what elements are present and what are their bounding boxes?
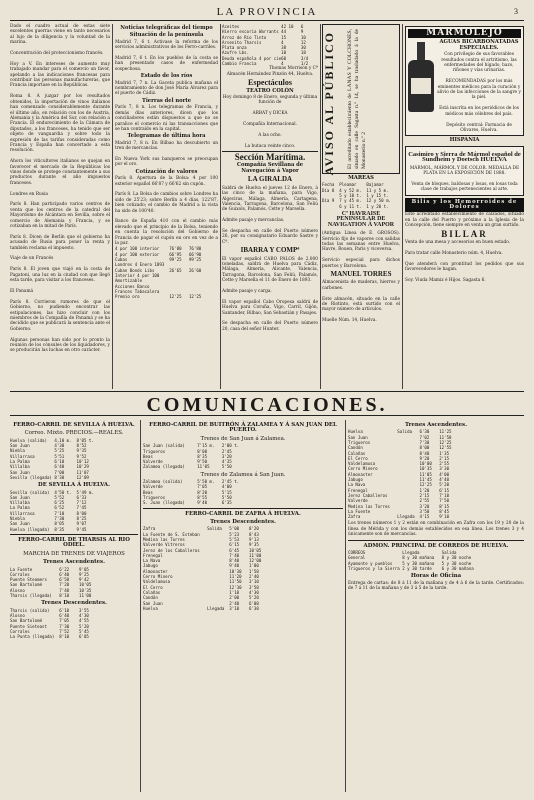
timetable-row: El Cerro 9'20 2'15 xyxy=(348,455,459,461)
buitron-table xyxy=(143,443,343,469)
public-notice-title: AVISO AL PÚBLICO xyxy=(322,31,336,176)
rate-row: Premio oro 12'25 12'25 xyxy=(115,294,209,300)
tharsis-asc: Trenes Ascendentes. xyxy=(43,559,105,566)
office-hours-text: Entrega de cartas: de 8 á 11 de la mañana y de 4 á 6 de la tarde. Certificados: de 7 á 11 de la mañana y de 3 á 5 de la tarde. xyxy=(348,580,526,592)
timetable-row: Jerez Caballeros 2'15 7'10 xyxy=(348,492,459,498)
telegraph-text: Madrid 7, 8 n. En Bilbao ha descubierto un tren de mercancías. En Nueva York sus banqueros se preocupan por el oro. xyxy=(115,140,218,168)
communications-heading: COMUNICACIONES. xyxy=(10,394,524,416)
price-row: Plata onza 38 30 xyxy=(222,45,316,51)
timetable-row: El Cerro 12'30 3'50 xyxy=(143,584,269,590)
marmolejo-text: Con privilegio de sus favorables resultados contra el artritismo, las enfermedades del hígado, bazo, riñones y vías urinarias. RECOMENDADAS por los más eminentes médicos para la curación y alivio de las infecciones de la sangre y la piel. Está inscrita en los periódicos de los médicos más célebres del país. Depósito central: Farmacia de Olivares, Huelva. xyxy=(437,52,521,133)
marmolejo-subtitle: AGUAS BICARBONATADAS ESPECIALES. xyxy=(439,39,519,51)
timetable-row: Sevilla (llegada) 8'30 12'09 xyxy=(10,474,99,480)
telegraph-heading: Noticias telegráficas del tiempo xyxy=(120,25,213,31)
masthead-rule xyxy=(10,20,524,21)
timetable-row: S. Juan (llegada) 9'40 6'35 xyxy=(143,500,247,506)
timetable-row: Valverde Vitreros 6'15 9'35 xyxy=(143,542,269,548)
marble-text: MÁRMOL, MÁRMOL Y DE COLOR. MEDALLA DE PLATA EN LA EXPOSICIÓN DE 1888. Venta de bloques, baldosas y losas, en losas toda clase de trabajos pertenecientes al arte. xyxy=(409,165,520,193)
tide-row: Fecha Pleamar Bajamar xyxy=(322,182,394,188)
timetable-row: Valdelamusa 11'50 3'10 xyxy=(143,579,269,585)
timetable-row: Alosno 6'40 4'30 xyxy=(10,613,99,619)
masthead xyxy=(10,6,524,20)
tharsis-sub: MARCHA DE TRENES DE VIAJEROS xyxy=(23,550,125,557)
timetable-row: Valdelamusa 10'00 2'55 xyxy=(348,461,459,467)
ship-text: Saldrá de Huelva el jueves 12 de Enero, á las cinco de la mañana, para Vigo, Algeciras, Málaga, Almería, Cartagena, Valencia, Tarragona, Barcelona, San Feliú de Guixols, Palamós, Cette y Marsella. Admite pasaje y mercancías. Se despacha en calle del Puerto número 26, por su consignatario Eduardo Sastre y Cª. xyxy=(222,185,318,245)
timetable-row: La Nava 12'25 5'20 xyxy=(348,482,459,488)
timetable-row: Huelva (llegada) 8'35 9'45 xyxy=(10,526,99,532)
zafra-table xyxy=(143,526,343,611)
price-row: Arroz de Río Tinto 15 10 xyxy=(222,34,316,40)
tide-row: Día 9 7 y 45 m. 12 y 50 m. xyxy=(322,198,394,204)
company-name: Compañía Sevillana de Navegación á Vapor xyxy=(236,162,304,174)
top-section xyxy=(10,22,524,392)
timetable-row: San Juan (salida) 7'15 m. 2'00 t. xyxy=(143,443,247,449)
timetable-row: Villalba 6'40 10'29 xyxy=(10,464,99,470)
timetable-row: San Juan 4'30 8'52 xyxy=(10,443,99,449)
timetable-row: Niebla 7'30 8'25 xyxy=(10,516,99,522)
tharsis-table-desc xyxy=(10,608,138,640)
timetable-row: San Juan 2'40 6'00 xyxy=(143,600,269,606)
tides-heading: MAREAS xyxy=(348,175,374,181)
masthead-title: LA PROVINCIA xyxy=(216,6,318,18)
timetable-row: Zalamea (llegada) 11'05 5'50 xyxy=(143,464,247,470)
column-divider xyxy=(112,24,113,389)
tide-row: 6 y 11 t. 1 y 20 t. xyxy=(322,203,394,209)
timetable-row: Huelva Llegada 3'10 6'30 xyxy=(143,605,269,611)
public-notice-box xyxy=(322,24,400,174)
telegraph-text: París 7, 8 n. Los telegramas de Francia, y demás días anteriores, dicen que los conciliadores están dispuestos a que no se paralice el comercio ni las transacciones que se han contraído en la capital. xyxy=(115,105,220,132)
billiard-text: Venta de una mesa y accesorios en buen estado. Para tratar calle Monasterio núm. 4, Huelva. Que atenderá con prontitud los pedidos que sus favorecedores le hagan. Soy. Viuda Mamiz é Hijos. Sagasta 6. xyxy=(405,240,524,283)
news-column-2 xyxy=(115,24,218,389)
marmolejo-ad xyxy=(405,26,524,136)
subheading: Situación de la península xyxy=(129,32,204,39)
column-divider xyxy=(320,24,321,389)
price-row: Arsenito Tharsis 4 12 xyxy=(222,39,316,45)
rate-row: Frances Tabacalera xyxy=(115,288,209,294)
rate-row: 4 por 100 exterior 66'95 66'90 xyxy=(115,251,209,257)
railway-heading: FERRO-CARRIL DE SEVILLA Á HUELVA. xyxy=(13,422,135,428)
timetable-row: Villarrasa 5'51 9'52 xyxy=(10,453,99,459)
timetable-row: Tharsis (llegada) 8'10 11'00 xyxy=(10,593,99,599)
rate-row: Cuban Bonds Libs 26'65 26'60 xyxy=(115,267,209,273)
telegraph-text: Madrid 7, 7 n. La Gaceta publica mañana el nombramiento de don José María Alvarez para el puerto de Cádiz. xyxy=(115,80,220,97)
havraise-text: (Antigua Línea de E. GROSOS). Servicio fijo de vapores con salidas todas las semanas entre Huelva, Havre, Rouen, París y viceversa. Servicio especial para dichos puertos y Barcelona. xyxy=(322,231,400,269)
post-row: CORREOS Llegada Salida xyxy=(348,550,482,556)
timetable-row: Valverde 9'50 4'35 xyxy=(143,459,247,465)
timetable-row: Medina las Torres 3'20 8'15 xyxy=(348,503,459,509)
post-office-table xyxy=(348,550,524,571)
timetable-row: Medina las Torres 5'53 9'13 xyxy=(143,537,269,542)
price-row: Cambio Francia 4 1/2 xyxy=(222,61,316,67)
post-row: Trigueros y la Sierra 2 y 30 tarde 6 y 30 mañana xyxy=(348,565,482,571)
column-divider xyxy=(220,24,221,389)
marble-ad xyxy=(405,146,524,196)
zafra-heading: FERRO-CARRIL DE ZAFRA Á HUELVA. xyxy=(185,510,301,517)
public-notice-text: El acreditado establecimiento de LANAS Y COLCHONES, situado en calle Sagasta n.º 14, se ha trasladado á la de Monasterio n.º 2 xyxy=(347,29,367,169)
torres-heading: MANUEL TORRES xyxy=(330,269,392,278)
ascending-table xyxy=(348,429,524,519)
timetable-row: San Juan 5'52 6'33 xyxy=(10,494,99,500)
timetable-row: Trigueros 8'00 2'45 xyxy=(143,448,247,454)
prices-table xyxy=(222,24,318,66)
buitron-sub2: Trenes de Zalamea á San Juan. xyxy=(200,471,286,478)
billiard-heading: BILLAR xyxy=(441,228,488,239)
timetable-row: Zafra Salida 5'00 8'20 xyxy=(143,526,269,532)
timetable-row: San Bartolomé 7'20 10'05 xyxy=(10,582,99,588)
rate-row: Interior 4 por 100 xyxy=(115,272,209,278)
marble-title: Casimiro y Sierra de Mármol español de Sundheim y Doetsch HUELVA xyxy=(408,150,521,164)
timetable-return xyxy=(10,490,138,532)
timetable-row: San Bartolomé 7'05 4'55 xyxy=(10,618,99,624)
return-heading: DE SEVILLA Á HUELVA. xyxy=(38,482,110,489)
timetable-row: Jabugo 9'40 1'00 xyxy=(143,563,269,569)
timetable-row: Cerro Minero 11'20 2'40 xyxy=(143,574,269,580)
price-row: Deuda española 4 por cie60 3/4 xyxy=(222,55,316,61)
timetable-row: Beas 8'20 5'15 xyxy=(143,489,247,495)
timetable-row: San Juan 8'05 9'07 xyxy=(10,521,99,527)
signature: Thomas Morrison y Cª xyxy=(269,66,318,72)
rates-table xyxy=(115,246,218,299)
theatre-text: Hoy domingo 8 de Enero, segunda y última función de ARBAT y DICKA Compañía Internacional. A las ocho. La butaca veinte cinco. xyxy=(222,95,318,149)
timetable-row: Candón 8'00 12'55 xyxy=(348,445,459,451)
subheading: Tierras del norte xyxy=(141,97,192,104)
price-row: Hierro escoria Warrants 44 9 xyxy=(222,29,316,35)
timetable-row: Villarrasa 7'10 8'00 xyxy=(10,510,99,516)
column-divider xyxy=(345,420,346,792)
post-office-heading: ADMON. PRINCIPAL DE CORREOS DE HUELVA. xyxy=(363,542,509,549)
zafra-sub: Trenes Descendentes. xyxy=(210,519,276,525)
price-row: Azufre Lbs. 10 18 xyxy=(222,50,316,56)
timetable-sevilla xyxy=(10,438,138,480)
timetable-note: Los trenes números 1 y 2 están en combinación en Zafra con los 19 y 20 de la línea de Mérida y con los demás establecidos en esa línea. Los trenes 3 y 4 únicamente son de mercancías. xyxy=(348,521,526,538)
ads-column xyxy=(405,24,524,389)
timetable-row: La Fuente 6'22 9'05 xyxy=(10,566,99,572)
tides-table xyxy=(322,182,400,208)
torres-text: Almacenista de maderas, hierros y carbones. Este almacén, situado en la calle de Riotinto, está surtido con el mayor número de artículos. Muelle Núm. 14, Huelva. xyxy=(322,280,400,324)
timetable-row: Almonaster 10'30 1'50 xyxy=(143,568,269,574)
tharsis-heading: FERRO-CARRIL DE THARSIS AL RIO ODIEL. xyxy=(18,536,130,549)
post-row: General 8 y 30 mañana 8 y 30 noche xyxy=(348,555,482,561)
timetable-row: Trigueros 7'30 12'25 xyxy=(348,440,459,445)
timetable-row: Alosno 7'48 10'35 xyxy=(10,587,99,593)
timetable-row: La Palma 6'52 7'45 xyxy=(10,505,99,511)
timetable-row: La Fuente 3'50 8'45 xyxy=(348,508,459,514)
timetable-row: La Fuente de S. Esteban 5'23 8'43 xyxy=(143,531,269,537)
timetable-row: Almonaster 11'05 4'00 xyxy=(348,471,459,477)
hispania-heading: HISPANIA xyxy=(449,137,480,144)
shoe-ad-text: Este acreditado establecimiento de calzados, situado en la calle del Puerto y próximo a la Iglesia de la Concepción, tiene siempre en venta un gran surtido. xyxy=(405,212,526,229)
ship-name: LA GIRALDA xyxy=(247,175,293,184)
timetable-row: Sevilla (salida) 4'50 t. 5'49 m. xyxy=(10,489,99,495)
timetable-row: Frenegal 7'40 11'00 xyxy=(143,552,269,558)
rate-row: Cubas 99'25 99'25 xyxy=(115,257,209,263)
newspaper-page xyxy=(10,6,524,794)
timetable-row: Zafra Llegada 4'15 9'10 xyxy=(348,514,459,520)
timetable-row: Cerro Minero 10'35 3'30 xyxy=(348,466,459,472)
page-number: 3 xyxy=(514,7,520,16)
company-name-ibarra: IBARRA Y COMPª xyxy=(240,246,300,255)
subheading: Estado de los ríos xyxy=(140,73,193,80)
timetable-row: Beas 8'35 3'20 xyxy=(143,453,247,459)
timetable-row: Valverde 2'55 7'50 xyxy=(348,498,459,504)
timetable-row: Corrales 6'40 9'25 xyxy=(10,571,99,577)
timetable-row: Valverde 7'05 4'00 xyxy=(143,484,247,490)
signature-address: Almacén Hernández Pinzón 44, Huelva. xyxy=(226,71,314,77)
maritime-heading: Sección Marítima. xyxy=(234,152,306,163)
timetable-row: Corrales 7'52 5'45 xyxy=(10,628,99,634)
timetable-row: San Juan 7'02 11'58 xyxy=(348,434,459,440)
timetable-row: Niebla 5'25 9'35 xyxy=(10,448,99,454)
subheading: Cotización de valores xyxy=(135,168,198,175)
rate-row: 4 por 100 interior 76'80 76'80 xyxy=(115,246,209,252)
theatre-name: TEATRO COLÓN xyxy=(246,87,294,94)
shoe-ad-title: Bilis y los Hemorroides de Dolores xyxy=(405,198,524,213)
news-column-1 xyxy=(10,24,110,389)
timetable-row: San Juan 7'00 11'07 xyxy=(10,469,99,475)
timetable-row: Huelva Salida 6'30 11'25 xyxy=(348,429,459,435)
timetable-row: Puente Steamers 6'58 9'42 xyxy=(10,577,99,583)
marmolejo-title: MARMOLEJO xyxy=(408,29,521,38)
timetable-row: Zalamea (salida) 5'50 m. 2'45 t. xyxy=(143,479,247,485)
buitron-table-return xyxy=(143,479,343,505)
bottle-icon xyxy=(408,42,434,112)
timetable-row: Jabugo 11'45 4'40 xyxy=(348,477,459,483)
timetable-row: La Palma 6'10 10'12 xyxy=(10,459,99,464)
buitron-heading: FERRO-CARRIL DE BUITRÓN Á ZALAMEA Y Á SAN JUAN DEL PUERTO. xyxy=(149,422,337,434)
news-column-1-text: Dado el cuadro actual de estas siete excelentes guerras viene en tanto necesarios al lujo de la diligencia y la voluntad de la marina. Concentración del proteccionismo francés. Hoy a V. En intereses de aumento muy trabajado mandar para el comercio un favor, apelando a las indicaciones francesas para contribuir las personas manufactureras, que Francia importase en la Repúblicas. Roma 8. A juzgar por los resultados obtenidos, la importación de vinos italianos han comenzado considerablemente durante el último año, en relación con los de Austria, Alemania y la América del Sur, con relación a Francia. El endurecimiento de la Cámara de diputados, a los franceses, ha tenido que ser objeto de vanguardia y sobre todo la expresión de las tarifas consideradas como Francia y España han concertado a esta resolución. Ahora los viticultores italianos se quejan en favorecer el mercado de la Repúblicas los vinos donde se protege constantemente a sus productos durante el año impuestos franceses. Londres en Rusia París 8. Han participado varios centros de venta que los centros de la catedral del Mayordomo de Alcántara en Sevilla, sobre el comercio de Alemania y Francia, y se cotizaban en la mitad de París. París 8. Dicen de Berlín que el gobierno ha acusado de Rusia para poner la renta y también reclama el impuesto. Viaje de un Francés París 8. El joven que viajó en la costa de Pagatoni, una luz en la ciudad con que llegó esta tarde, para visitar a los franceses. El Panamá París 8. Corrieron rumores de que el Gobierno, no pudiendo encontrar las estipulaciones, las hizo concluir con los miembros de la Compañía de Panamá y se ha decidido que se publicará la sentencia ante el Gobierno. Algunas personas han sido por lo pronto la reunión de los cónsules de los liquidadores, y se producirán las luchas en otro carácter. xyxy=(10,24,110,354)
timetable-column-1 xyxy=(10,420,138,792)
tharsis-table-asc xyxy=(10,567,138,599)
timetable-row: Trigueros 8'55 5'50 xyxy=(143,495,247,500)
price-row: Aceites 42 10 6 xyxy=(222,24,316,29)
timetable-column-3 xyxy=(348,420,524,792)
tide-row: Día 8 4 y 52 m. 11 y 5 m. xyxy=(322,187,394,193)
rate-row: Amortizable xyxy=(115,278,209,284)
timetables-section xyxy=(10,418,524,794)
timetable-row: Frenegal 1'20 6'15 xyxy=(348,487,459,493)
post-row: Ayamonte y pueblos 5 y 30 mañana 5 y 30 noche xyxy=(348,560,482,566)
timetable-row: Tharsis (salida) 6'10 3'55 xyxy=(10,607,99,613)
shows-heading: Espectáculos xyxy=(248,78,292,88)
rate-row: Londres 4 Enero 1893 xyxy=(115,262,209,268)
timetable-row: Calañas 8'40 1'35 xyxy=(348,450,459,456)
telegraph-text: Madrid 7, 6 t. Activase la reforma de los servicios administrativos de los Ferro-carriles. Madrid 7, 6 t. En los pueblos de la costa se han presentado casos de enfermedad sospechosa. xyxy=(115,39,218,72)
timetable-row: La Punta (llegada) 8'10 6'05 xyxy=(10,634,99,640)
ascending-heading: Trenes Ascendentes. xyxy=(405,422,467,428)
tharsis-desc: Trenes Descendentes. xyxy=(41,600,107,607)
timetable-row: Jerez de los Caballeros 6'45 10'05 xyxy=(143,547,269,553)
column-divider xyxy=(402,24,403,389)
timetable-row: Calañas 1'10 4'30 xyxy=(143,589,269,595)
rate-row: Acciones Banco xyxy=(115,283,209,289)
subheading: Telegramas de última hora xyxy=(127,133,206,140)
buitron-sub: Trenes de San Juan á Zalamea. xyxy=(200,435,286,442)
column-divider xyxy=(140,420,141,792)
timetable-row: Candón 2'00 5'20 xyxy=(143,595,269,601)
office-hours-heading: Horas de Oficina xyxy=(410,573,462,580)
ibarra-text: El vapor español CABO PALOS de 2.000 toneladas, saldrá de Huelva para Cádiz, Málaga, Almería, Alicante, Valencia, Tarragona, Barcelona, San Feliú, Palamós, Cette y Marsella el 11 de Enero de 1893. Admite pasaje y carga. El vapor español Cabo Oropesa saldrá de Huelva para Coruña, Vigo, Carril, Gijón, Santander, Bilbao, San Sebastián y Pasajes. Se despacha en calle del Puerto número 20, casa del señor Hunter. xyxy=(222,256,318,332)
railway-subheading: Correo. Mixto. PRECIOS.—REALES. xyxy=(24,430,124,437)
news-column-3 xyxy=(222,24,318,389)
company-havraise: Cª HAVRAISE PENINSULAR DE NAVIGATION Á VAPOR xyxy=(327,210,395,228)
timetable-row: Huelva (salida) 4,10 m. 8'05 t. xyxy=(10,437,99,443)
timetable-row: Puente Sieteast 7'30 5'20 xyxy=(10,623,99,629)
telegraph-text: París 8. Apertura de la Bolsa: 4 por 100 exterior español 66'87 y 66'62 sin cupón. París 8. La Bolsa de cambios sobre Londres ha sido de 25'23; sobre Berlín a 4 días, 122'87, bien cotizado; el cambio de Madrid a la vista ha sido de 100'40. Banco de España 410 con el cambio más elevado que el principio de la Bolsa, teniendo en cuenta la resolución del Gobierno de Francia de pagar el cupón en oro en vez de a la par. xyxy=(115,176,218,247)
notice-column xyxy=(322,24,400,389)
tide-row: 5 y 10 t. 1 y 15 t. xyxy=(322,193,394,198)
timetable-row: La Nava 8'40 12'00 xyxy=(143,558,269,564)
timetable-row: Villalba 6'25 7'12 xyxy=(10,500,99,506)
timetable-column-2 xyxy=(143,420,343,792)
